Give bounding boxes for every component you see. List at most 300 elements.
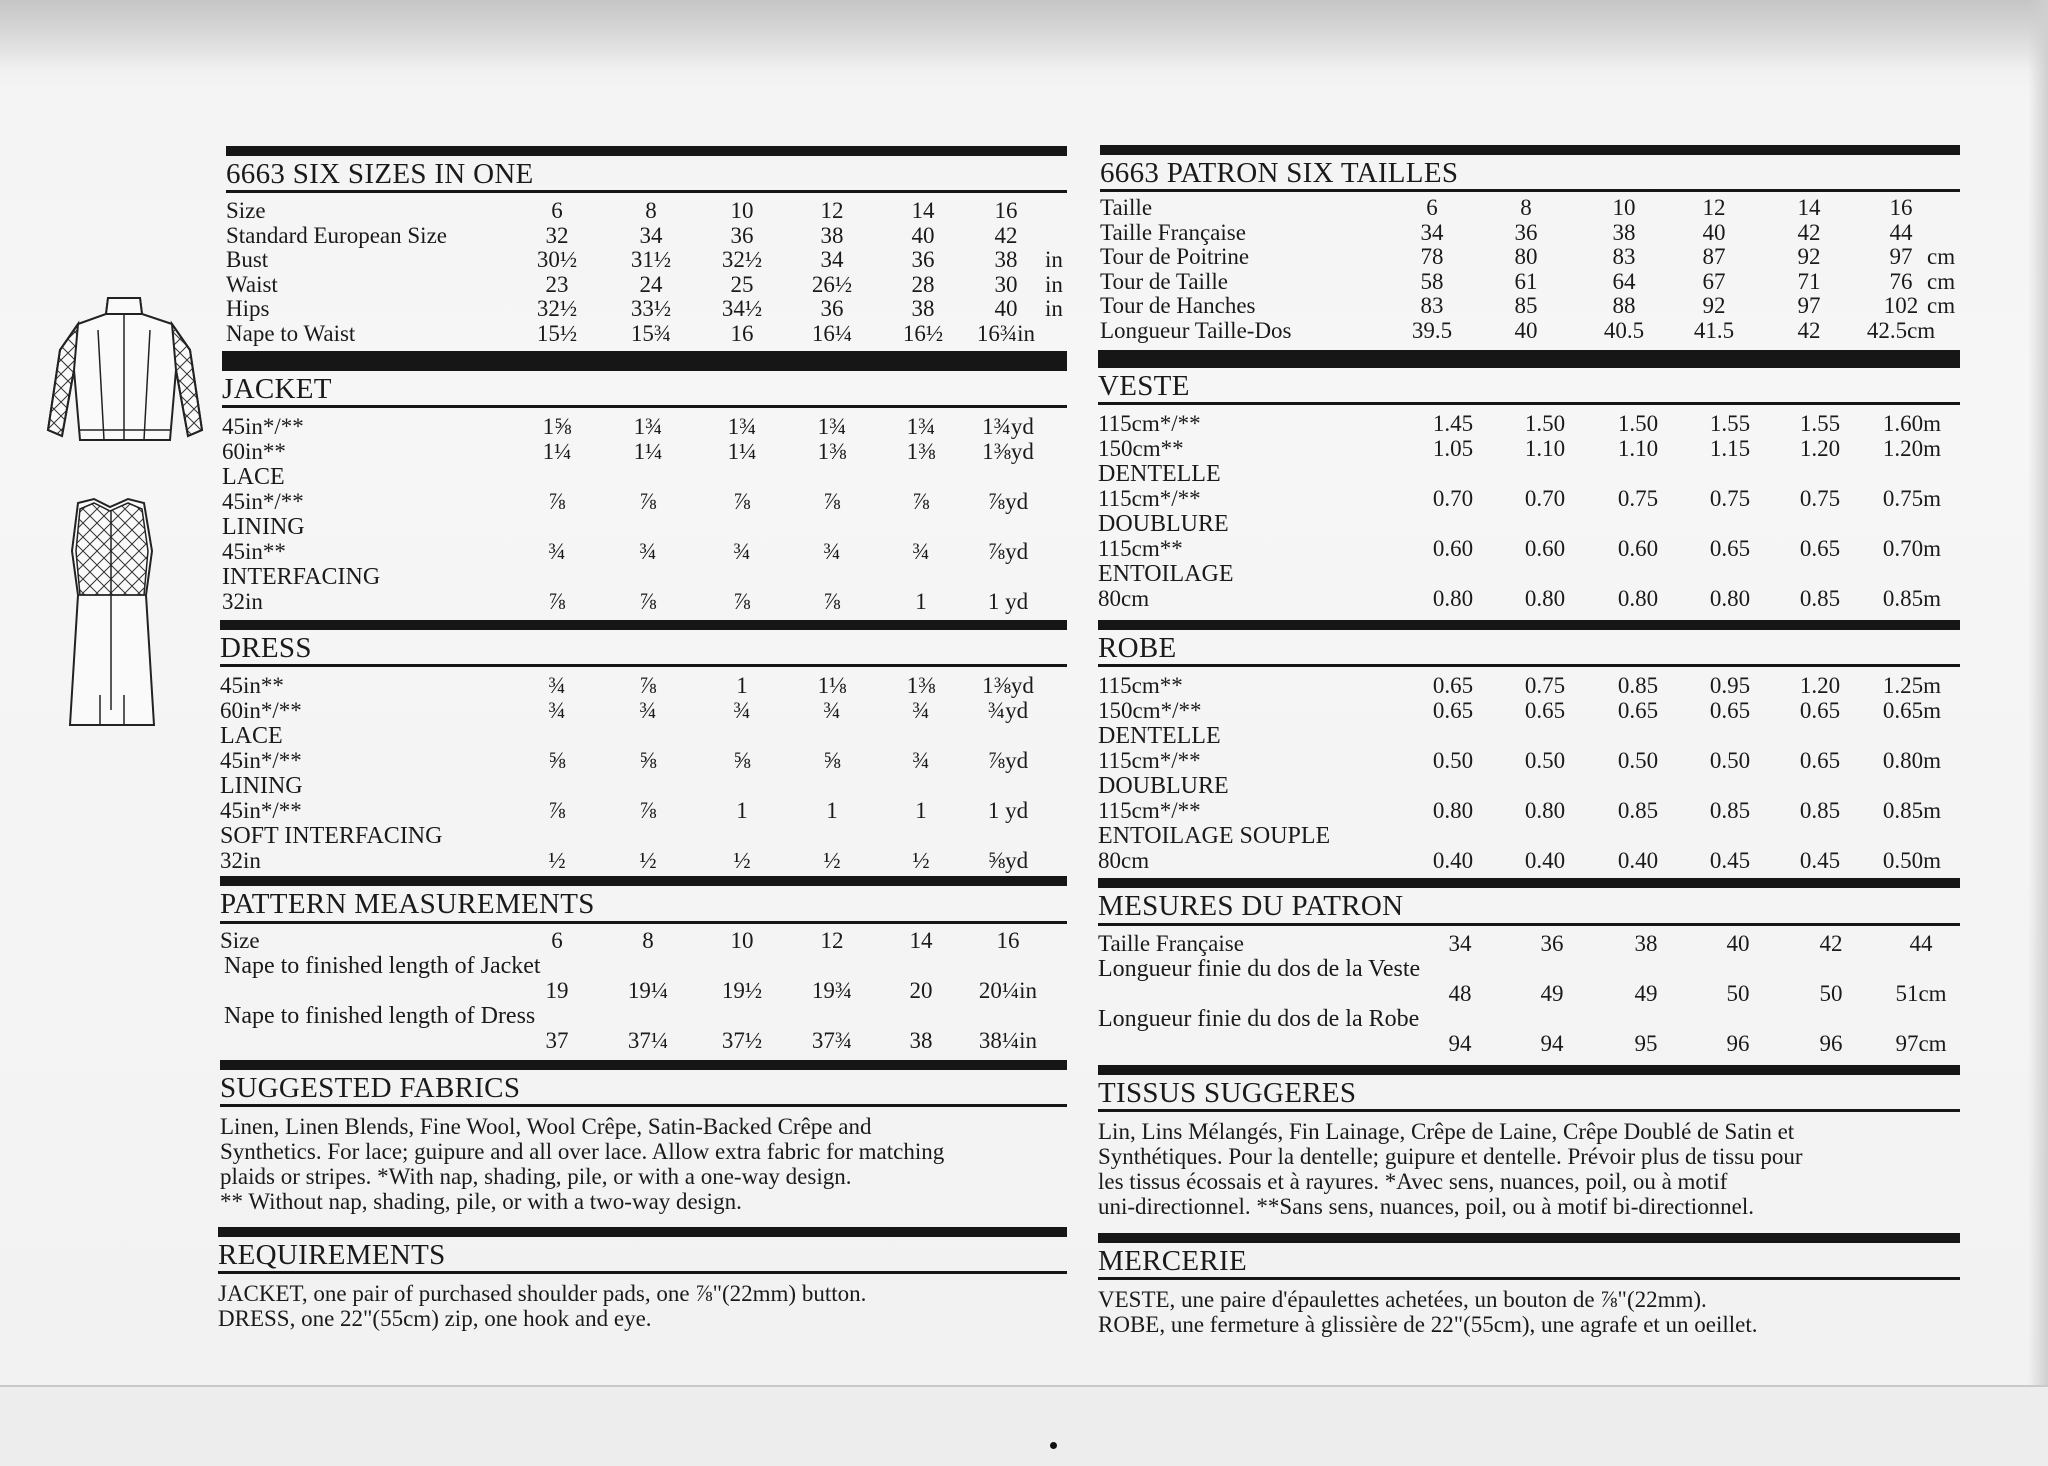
robe-row-value: 0.95 <box>1709 673 1751 698</box>
dress-row-value: ⅝ <box>548 748 566 773</box>
veste-row-label: 150cm** <box>1098 436 1184 461</box>
jacket-row-label: 45in*/** <box>222 489 304 514</box>
right-size-row-value: 34 <box>1420 219 1444 245</box>
mp-sizes-value: 34 <box>1448 931 1472 956</box>
right-size-row-value: 39.5 <box>1411 317 1453 343</box>
jacket-row-value: 1 <box>915 589 927 614</box>
dress-row-value: 1 <box>736 673 748 698</box>
jacket-row-value: 1⅝ <box>542 414 572 439</box>
dress-row-value: 1 <box>736 798 748 823</box>
mp-robe-values-value: 95 <box>1634 1031 1658 1056</box>
veste-row-value: 1.20m <box>1882 436 1942 461</box>
mercerie-header-underline <box>1098 1277 1960 1280</box>
right-size-row-value: 97 <box>1797 293 1821 318</box>
dress-row-value: ¾yd <box>987 698 1029 723</box>
pm-sizes-value: 8 <box>642 928 654 953</box>
robe-row-value: 0.85 <box>1709 798 1751 823</box>
jacket-row-value: 1¾ <box>727 414 757 439</box>
veste-row-value: 0.80 <box>1432 586 1474 611</box>
mp-robe-values-value: 96 <box>1726 1031 1750 1056</box>
right-size-row-value: 38 <box>1612 219 1636 245</box>
requirements-header: REQUIREMENTS <box>218 1227 1067 1272</box>
left-size-row-label: Size <box>226 198 266 223</box>
right-size-row-value: 40.5 <box>1603 317 1645 343</box>
right-size-row-value: 12 <box>1702 195 1726 220</box>
robe-row-value: 0.50 <box>1709 748 1751 773</box>
right-size-row-value: 88 <box>1612 293 1636 318</box>
veste-row-value: 1.10 <box>1617 436 1659 461</box>
paper-edge <box>2028 0 2048 1466</box>
dress-row-value: ½ <box>912 848 930 873</box>
envelope-flap <box>0 1385 2048 1466</box>
left-size-row-value: 16 <box>730 320 754 346</box>
jacket-row-value: ⅞ <box>548 589 566 614</box>
dress-row-value: ⅝ <box>639 748 657 773</box>
right-size-row-value: 92 <box>1797 244 1821 269</box>
pm-jacket-values-value: 19¾ <box>811 978 853 1003</box>
left-size-row-value: 34 <box>639 222 663 248</box>
dress-row-value: ¾ <box>912 698 930 723</box>
veste-row-value: 1.10 <box>1524 436 1566 461</box>
left-size-row-value: 38 <box>911 296 935 321</box>
pm-sizes-value: 12 <box>820 928 844 953</box>
dress-row-value: ½ <box>548 848 566 873</box>
robe-row-value: 0.65 <box>1799 698 1841 723</box>
left-size-row-value: 14 <box>911 198 935 223</box>
dress-row-value: 1⅛ <box>817 673 847 698</box>
jacket-row-value: 1¼ <box>633 439 663 464</box>
veste-row-label: 115cm** <box>1098 536 1183 561</box>
dress-row-value: ½ <box>823 848 841 873</box>
veste-row-value: 0.70 <box>1432 486 1474 511</box>
veste-row-value: 0.75 <box>1799 486 1841 511</box>
right-size-row-value: 97 <box>1889 244 1913 269</box>
mesures-header: MESURES DU PATRON <box>1098 878 1960 926</box>
right-size-row-value: 76 <box>1889 268 1913 294</box>
dress-subhead: SOFT INTERFACING <box>220 823 443 849</box>
veste-row-value: 1.20 <box>1799 436 1841 461</box>
jacket-row-value: ⅞ <box>639 489 657 514</box>
right-size-row-unit: cm <box>1927 268 1956 294</box>
left-size-row-value: 36 <box>820 296 844 321</box>
pm-sizes-label: Size <box>220 928 260 953</box>
veste-subhead: ENTOILAGE <box>1098 561 1234 587</box>
left-size-row-value: 31½ <box>630 247 672 272</box>
jacket-row-value: 1¾ <box>817 414 847 439</box>
right-size-row-value: 64 <box>1612 268 1636 294</box>
suggested-fabrics-line: Synthetics. For lace; guipure and all over lace. Allow extra fabric for matching <box>220 1139 945 1164</box>
left-size-row-value: 26½ <box>811 271 853 297</box>
jacket-row-value: ¾ <box>548 539 566 564</box>
left-size-row-value: 15¾ <box>630 320 672 346</box>
left-title: 6663 SIX SIZES IN ONE <box>226 146 1067 191</box>
mp-robe-values-value: 97cm <box>1895 1031 1947 1056</box>
right-size-row-value: 8 <box>1520 195 1532 220</box>
jacket-header: JACKET <box>222 361 1067 406</box>
right-size-row-value: 40 <box>1702 219 1726 245</box>
left-size-row-value: 16½ <box>902 320 944 346</box>
right-title: 6663 PATRON SIX TAILLES <box>1100 145 1960 190</box>
left-size-row-label: Nape to Waist <box>226 320 356 346</box>
right-size-row-value: 67 <box>1702 268 1726 294</box>
jacket-row-value: 1¾ <box>906 414 936 439</box>
jacket-row-value: ⅞yd <box>987 539 1029 564</box>
dress-row-value: ¾ <box>912 748 930 773</box>
dress-row-label: 60in*/** <box>220 698 302 723</box>
right-size-row-unit: cm <box>1927 244 1956 269</box>
right-size-row-value: 36 <box>1514 219 1538 245</box>
tissus-suggeres-line: Synthétiques. Pour la dentelle; guipure et dentelle. Prévoir plus de tissu pour <box>1098 1144 1803 1169</box>
veste-row-value: 0.60 <box>1524 536 1566 561</box>
veste-row-value: 0.75 <box>1709 486 1751 511</box>
robe-row-value: 0.50 <box>1432 748 1474 773</box>
veste-row-value: 1.45 <box>1432 411 1474 436</box>
right-size-row-value: 92 <box>1702 293 1726 318</box>
veste-row-value: 0.65 <box>1799 536 1841 561</box>
right-size-row-value: 44 <box>1889 219 1913 245</box>
veste-row-value: 1.50 <box>1524 411 1566 436</box>
veste-row-value: 0.85 <box>1799 586 1841 611</box>
mp-veste-values-value: 51cm <box>1895 981 1947 1006</box>
pm-dress-values-value: 38 <box>909 1028 933 1053</box>
jacket-row-label: 45in*/** <box>222 414 304 439</box>
dress-row-value: 1⅜yd <box>982 673 1034 698</box>
robe-row-value: 0.80m <box>1882 748 1942 773</box>
pm-dress-values-value: 37¾ <box>811 1028 853 1053</box>
left-size-row-unit: in <box>1045 271 1063 297</box>
left-size-row-value: 28 <box>911 271 935 297</box>
dress-row-value: ¾ <box>548 698 566 723</box>
right-size-row-value: 87 <box>1702 244 1726 269</box>
tissus-suggeres-line: Lin, Lins Mélangés, Fin Lainage, Crêpe de Laine, Crêpe Doublé de Satin et <box>1098 1119 1795 1144</box>
left-size-row-value: 34½ <box>721 296 763 321</box>
right-size-row-label: Longueur Taille-Dos <box>1100 317 1292 343</box>
left-size-row-value: 30 <box>994 271 1018 297</box>
veste-row-value: 0.80 <box>1617 586 1659 611</box>
veste-row-value: 1.55 <box>1709 411 1751 436</box>
pm-sizes-value: 14 <box>909 928 933 953</box>
left-size-row-value: 10 <box>730 198 754 223</box>
right-size-row-value: 42 <box>1797 219 1821 245</box>
mp-sizes-value: 44 <box>1909 931 1933 956</box>
mercerie-header: MERCERIE <box>1098 1233 1960 1278</box>
right-size-row-value: 10 <box>1612 195 1636 220</box>
mp-veste-values-value: 50 <box>1819 981 1843 1006</box>
robe-row-value: 0.80 <box>1524 798 1566 823</box>
robe-row-value: 0.80 <box>1432 798 1474 823</box>
pm-sizes-value: 6 <box>551 928 563 953</box>
bullet-dot <box>1050 1442 1057 1449</box>
jacket-row-value: ¾ <box>733 539 751 564</box>
veste-row-label: 115cm*/** <box>1098 411 1201 436</box>
robe-header-underline <box>1098 664 1960 667</box>
robe-row-value: 0.65 <box>1617 698 1659 723</box>
right-size-row-value: 83 <box>1420 293 1444 318</box>
robe-row-label: 115cm*/** <box>1098 748 1201 773</box>
left-size-row-value: 40 <box>994 296 1018 321</box>
veste-row-value: 0.80 <box>1524 586 1566 611</box>
robe-row-value: 0.40 <box>1524 848 1566 873</box>
right-size-row-value: 83 <box>1612 244 1636 269</box>
dress-row-value: ½ <box>733 848 751 873</box>
pm-jacket-values-value: 19¼ <box>627 978 669 1003</box>
right-size-row-value: 102 <box>1883 293 1919 318</box>
veste-row-value: 1.55 <box>1799 411 1841 436</box>
left-size-row-value: 32½ <box>536 296 578 321</box>
mp-veste-label: Longueur finie du dos de la Veste <box>1098 956 1421 982</box>
right-size-row-value: 85 <box>1514 293 1538 318</box>
right-size-row-value: 41.5 <box>1693 317 1735 343</box>
dress-header-underline <box>220 664 1067 667</box>
pm-dress-values-value: 37¼ <box>627 1028 669 1053</box>
robe-row-value: 0.65 <box>1432 698 1474 723</box>
right-size-row-value: 80 <box>1514 244 1538 269</box>
pm-jacket-values-value: 20 <box>909 978 933 1003</box>
right-size-row-value: 6 <box>1426 195 1438 220</box>
requirements-line: DRESS, one 22"(55cm) zip, one hook and eye. <box>218 1306 652 1331</box>
robe-header: ROBE <box>1098 620 1960 665</box>
pm-jacket-values-value: 19½ <box>721 978 763 1003</box>
jacket-row-value: ⅞ <box>823 489 841 514</box>
right-size-row-label: Tour de Hanches <box>1100 293 1256 318</box>
pm-jacket-values-value: 19 <box>545 978 569 1003</box>
robe-row-value: 1.20 <box>1799 673 1841 698</box>
veste-row-value: 0.70 <box>1524 486 1566 511</box>
veste-row-value: 1.60m <box>1882 411 1942 436</box>
right-size-row-value: 40 <box>1514 317 1538 343</box>
dress-row-value: ½ <box>639 848 657 873</box>
robe-row-value: 0.85 <box>1799 798 1841 823</box>
right-size-row-label: Taille Française <box>1100 219 1246 245</box>
left-size-row-value: 36 <box>911 247 935 272</box>
jacket-row-value: ⅞ <box>733 489 751 514</box>
mp-veste-values-value: 50 <box>1726 981 1750 1006</box>
left-size-row-label: Standard European Size <box>226 222 447 248</box>
dress-row-value: ¾ <box>548 673 566 698</box>
jacket-row-value: ⅞ <box>912 489 930 514</box>
robe-row-value: 0.65 <box>1432 673 1474 698</box>
left-size-row-value: 23 <box>545 271 569 297</box>
veste-row-value: 0.80 <box>1709 586 1751 611</box>
left-size-row-value: 6 <box>551 198 563 223</box>
left-size-row-value: 42 <box>994 222 1018 248</box>
robe-row-value: 0.65 <box>1799 748 1841 773</box>
left-size-row-value: 16¾in <box>976 320 1036 346</box>
right-size-row-unit: cm <box>1927 293 1956 318</box>
dress-row-value: ⅝yd <box>987 848 1029 873</box>
robe-row-value: 0.65 <box>1709 698 1751 723</box>
mercerie-line: VESTE, une paire d'épaulettes achetées, un bouton de ⅞"(22mm). <box>1098 1287 1707 1312</box>
dress-row-value: ⅞yd <box>987 748 1029 773</box>
pm-sizes-value: 10 <box>730 928 754 953</box>
mp-veste-values-value: 48 <box>1448 981 1472 1006</box>
left-size-row-value: 16 <box>994 198 1018 223</box>
jacket-row-value: ¾ <box>639 539 657 564</box>
veste-subhead: DOUBLURE <box>1098 511 1229 537</box>
dress-row-label: 32in <box>220 848 261 873</box>
veste-row-value: 0.75m <box>1882 486 1942 511</box>
robe-row-value: 0.45 <box>1799 848 1841 873</box>
dress-row-value: ⅝ <box>733 748 751 773</box>
dress-back-illustration <box>62 495 162 735</box>
veste-row-value: 1.15 <box>1709 436 1751 461</box>
suggested-fabrics-line: Linen, Linen Blends, Fine Wool, Wool Crêpe, Satin-Backed Crêpe and <box>220 1114 872 1139</box>
veste-row-value: 0.60 <box>1617 536 1659 561</box>
right-size-row-label: Tour de Taille <box>1100 268 1228 294</box>
pm-jacket-values-value: 20¼in <box>978 978 1038 1003</box>
dress-row-label: 45in*/** <box>220 748 302 773</box>
left-size-row-value: 24 <box>639 271 663 297</box>
tissus-suggeres-line: uni-directionnel. **Sans sens, nuances, poil, ou à motif bi-directionnel. <box>1098 1194 1754 1219</box>
dress-row-value: ¾ <box>823 698 841 723</box>
dress-row-value: ⅞ <box>639 673 657 698</box>
right-title-underline <box>1100 189 1960 192</box>
tissus-suggeres-header-underline <box>1098 1109 1960 1112</box>
jacket-row-label: 45in** <box>222 539 286 564</box>
dress-row-value: ⅞ <box>548 798 566 823</box>
left-size-row-value: 8 <box>645 198 657 223</box>
paper-crease <box>0 0 2048 70</box>
dress-row-value: 1 <box>826 798 838 823</box>
jacket-row-value: 1⅜ <box>906 439 936 464</box>
left-size-row-label: Bust <box>226 247 269 272</box>
veste-row-value: 0.65 <box>1709 536 1751 561</box>
left-size-row-label: Hips <box>226 296 270 321</box>
robe-row-value: 0.65 <box>1524 698 1566 723</box>
left-size-row-value: 34 <box>820 247 844 272</box>
jacket-row-value: 1⅜yd <box>982 439 1034 464</box>
mp-veste-values-value: 49 <box>1634 981 1658 1006</box>
pm-dress-label: Nape to finished length of Dress <box>224 1003 536 1029</box>
dress-row-value: ¾ <box>639 698 657 723</box>
veste-row-label: 115cm*/** <box>1098 486 1201 511</box>
robe-subhead: DOUBLURE <box>1098 773 1229 799</box>
jacket-row-value: ⅞ <box>823 589 841 614</box>
jacket-row-label: 60in** <box>222 439 286 464</box>
dress-row-value: ¾ <box>733 698 751 723</box>
jacket-row-value: ¾ <box>823 539 841 564</box>
mercerie-line: ROBE, une fermeture à glissière de 22"(55cm), une agrafe et un oeillet. <box>1098 1312 1758 1337</box>
right-size-row-value: 78 <box>1420 244 1444 269</box>
jacket-subhead: LINING <box>222 514 305 540</box>
left-size-row-unit: in <box>1045 296 1063 321</box>
left-size-row-value: 40 <box>911 222 935 248</box>
dress-row-label: 45in*/** <box>220 798 302 823</box>
suggested-fabrics-line: plaids or stripes. *With nap, shading, pile, or with a one-way design. <box>220 1164 852 1189</box>
jacket-row-value: ⅞ <box>733 589 751 614</box>
dress-row-label: 45in** <box>220 673 284 698</box>
left-size-row-value: 38 <box>820 222 844 248</box>
jacket-subhead: LACE <box>222 464 285 490</box>
dress-row-value: ⅞ <box>639 798 657 823</box>
jacket-row-value: ⅞ <box>639 589 657 614</box>
jacket-header-underline <box>222 405 1067 408</box>
jacket-row-value: ⅞ <box>548 489 566 514</box>
mp-robe-values-value: 94 <box>1540 1031 1564 1056</box>
dress-row-value: 1 <box>915 798 927 823</box>
jacket-back-illustration <box>40 290 210 460</box>
mp-sizes-value: 40 <box>1726 931 1750 956</box>
mp-sizes-label: Taille Française <box>1098 931 1244 956</box>
tissus-suggeres-header: TISSUS SUGGERES <box>1098 1065 1960 1110</box>
left-size-row-value: 36 <box>730 222 754 248</box>
left-size-row-value: 12 <box>820 198 844 223</box>
mp-sizes-value: 36 <box>1540 931 1564 956</box>
robe-row-label: 150cm*/** <box>1098 698 1202 723</box>
robe-row-value: 0.65m <box>1882 698 1942 723</box>
veste-row-label: 80cm <box>1098 586 1150 611</box>
pattern-measurements-header: PATTERN MEASUREMENTS <box>220 876 1067 924</box>
mp-sizes-value: 42 <box>1819 931 1843 956</box>
left-size-row-value: 32½ <box>721 247 763 272</box>
left-title-underline <box>226 190 1067 193</box>
mp-sizes-value: 38 <box>1634 931 1658 956</box>
robe-row-value: 0.85m <box>1882 798 1942 823</box>
robe-row-label: 115cm** <box>1098 673 1183 698</box>
suggested-fabrics-line: ** Without nap, shading, pile, or with a two-way design. <box>220 1189 742 1214</box>
left-size-row-value: 16¼ <box>811 320 853 346</box>
pm-dress-values-value: 38¼in <box>978 1028 1038 1053</box>
jacket-row-value: ¾ <box>912 539 930 564</box>
mp-robe-label: Longueur finie du dos de la Robe <box>1098 1006 1420 1032</box>
left-size-row-value: 32 <box>545 222 569 248</box>
requirements-line: JACKET, one pair of purchased shoulder pads, one ⅞"(22mm) button. <box>218 1281 867 1306</box>
right-size-row-label: Tour de Poitrine <box>1100 244 1250 269</box>
dress-header: DRESS <box>220 620 1067 665</box>
right-size-row-value: 61 <box>1514 268 1538 294</box>
right-size-row-value: 71 <box>1797 268 1821 294</box>
jacket-subhead: INTERFACING <box>222 564 381 590</box>
left-size-row-value: 25 <box>730 271 754 297</box>
dress-row-value: ⅝ <box>823 748 841 773</box>
veste-row-value: 0.60 <box>1432 536 1474 561</box>
robe-subhead: DENTELLE <box>1098 723 1221 749</box>
jacket-row-value: 1 yd <box>987 589 1029 614</box>
requirements-header-underline <box>218 1271 1067 1274</box>
pm-dress-values-value: 37 <box>545 1028 569 1053</box>
pm-jacket-label: Nape to finished length of Jacket <box>224 953 541 979</box>
dress-subhead: LACE <box>220 723 283 749</box>
left-size-row-unit: in <box>1045 247 1063 272</box>
left-size-row-value: 30½ <box>536 247 578 272</box>
dress-row-value: 1⅜ <box>906 673 936 698</box>
pm-sizes-value: 16 <box>996 928 1020 953</box>
jacket-row-value: 1⅜ <box>817 439 847 464</box>
suggested-fabrics-header: SUGGESTED FABRICS <box>220 1060 1067 1105</box>
robe-row-value: 1.25m <box>1882 673 1942 698</box>
veste-subhead: DENTELLE <box>1098 461 1221 487</box>
robe-row-value: 0.40 <box>1617 848 1659 873</box>
right-size-row-value: 42 <box>1797 317 1821 343</box>
right-size-row-label: Taille <box>1100 195 1153 220</box>
veste-row-value: 0.85m <box>1882 586 1942 611</box>
left-size-row-value: 33½ <box>630 296 672 321</box>
robe-row-value: 0.85 <box>1617 673 1659 698</box>
left-size-row-value: 15½ <box>536 320 578 346</box>
right-size-row-value: 58 <box>1420 268 1444 294</box>
mp-robe-values-value: 96 <box>1819 1031 1843 1056</box>
jacket-row-value: 1¼ <box>542 439 572 464</box>
robe-row-value: 0.50 <box>1617 748 1659 773</box>
jacket-row-value: 1¾yd <box>982 414 1034 439</box>
jacket-row-value: ⅞yd <box>987 489 1029 514</box>
robe-row-value: 0.40 <box>1432 848 1474 873</box>
robe-row-value: 0.85 <box>1617 798 1659 823</box>
dress-row-value: 1 yd <box>987 798 1029 823</box>
right-size-row-value: 14 <box>1797 195 1821 220</box>
robe-subhead: ENTOILAGE SOUPLE <box>1098 823 1331 849</box>
veste-row-value: 1.05 <box>1432 436 1474 461</box>
